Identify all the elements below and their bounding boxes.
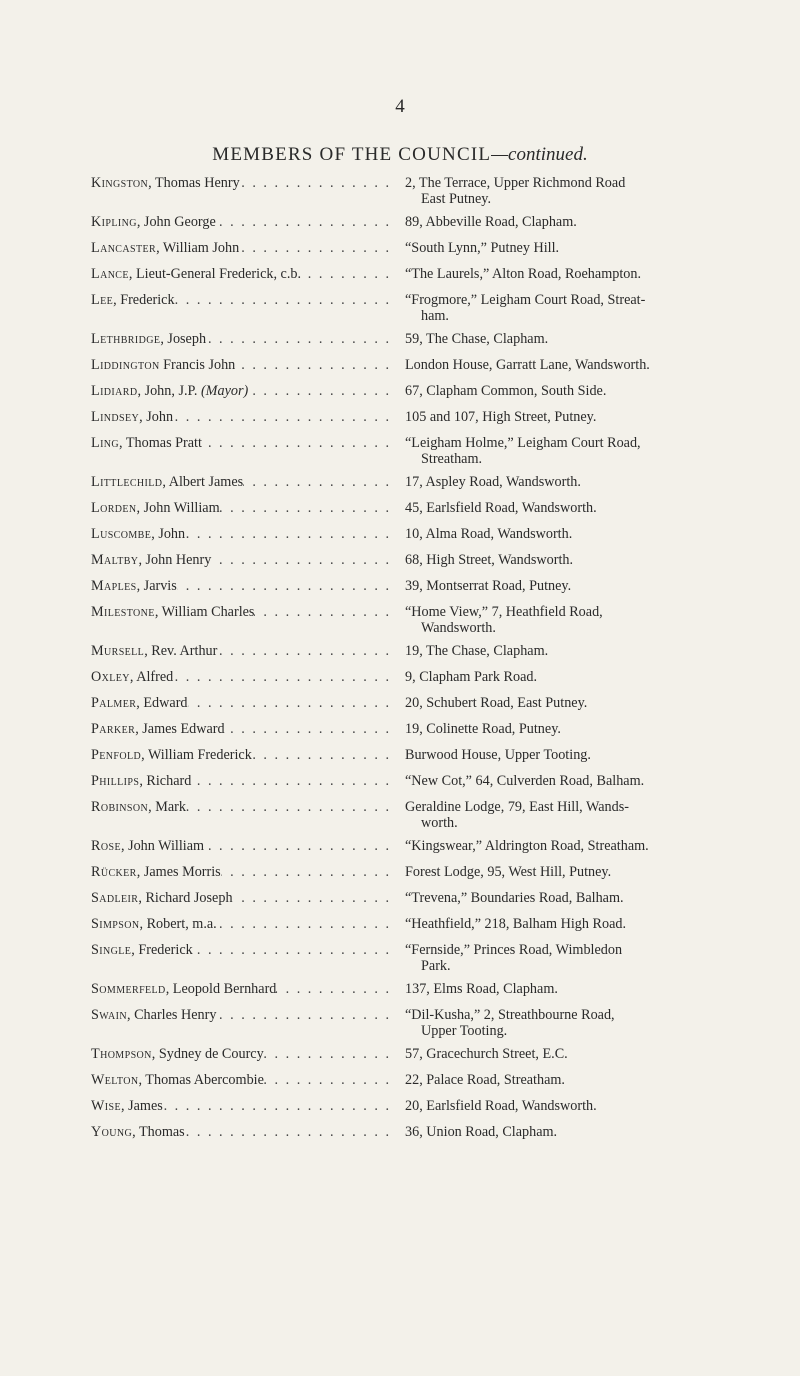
- member-address: [391, 176, 711, 207]
- dot-leader: [185, 527, 391, 543]
- member-address-line: Burwood House, Upper Tooting.: [405, 747, 591, 763]
- member-name: [91, 891, 391, 907]
- member-given-names: , Thomas Pratt: [119, 436, 202, 451]
- member-entry: [91, 579, 711, 595]
- member-address-line: 137, Elms Road, Clapham.: [405, 981, 558, 997]
- member-surname: Rücker: [91, 865, 137, 880]
- member-given-names: , John William: [120, 839, 205, 854]
- member-given-names: , Rev. Arthur: [144, 644, 218, 659]
- dot-leader: [220, 501, 391, 517]
- member-given-names: , Albert James: [162, 475, 244, 490]
- member-name: [91, 410, 391, 426]
- member-entry: [91, 475, 711, 491]
- member-name: [91, 774, 391, 790]
- member-name: [91, 670, 391, 686]
- dot-leader: [217, 917, 391, 933]
- member-surname: Oxley: [91, 670, 130, 685]
- member-name: [91, 748, 391, 764]
- dot-leader: [177, 579, 391, 595]
- member-entry: [91, 527, 711, 543]
- member-address-line: 105 and 107, High Street, Putney.: [405, 409, 597, 425]
- member-address-line: 68, High Street, Wandsworth.: [405, 552, 574, 568]
- member-address-line: 20, Earlsfield Road, Wandsworth.: [405, 1098, 597, 1114]
- dot-leader: [217, 644, 391, 660]
- member-surname: Wise: [91, 1099, 121, 1114]
- member-address: [391, 865, 711, 881]
- dot-leader: [193, 943, 391, 959]
- member-address: [391, 1008, 711, 1039]
- member-entry: [91, 748, 711, 764]
- member-surname: Palmer: [91, 696, 137, 711]
- member-name: [91, 293, 391, 309]
- member-entry: [91, 501, 711, 517]
- member-name: [91, 475, 391, 491]
- page-heading: [0, 144, 800, 166]
- member-address-line: 45, Earlsfield Road, Wandsworth.: [405, 500, 597, 516]
- member-given-names: , William Frederick: [141, 748, 252, 763]
- dot-leader: [254, 605, 391, 621]
- member-name: [91, 553, 391, 569]
- dot-leader: [225, 722, 391, 738]
- member-address: [391, 332, 711, 348]
- member-address: [391, 267, 711, 283]
- member-entry: [91, 839, 711, 855]
- member-name: [91, 605, 391, 621]
- member-name: [91, 1099, 391, 1115]
- member-address: [391, 605, 711, 636]
- member-name: [91, 865, 391, 881]
- member-surname: Lance: [91, 267, 129, 282]
- dot-leader: [204, 839, 391, 855]
- member-entry: [91, 241, 711, 257]
- member-address-line: 17, Aspley Road, Wandsworth.: [405, 474, 581, 490]
- member-name: [91, 579, 391, 595]
- dot-leader: [216, 1008, 391, 1024]
- member-address: [391, 774, 711, 790]
- dot-leader: [186, 800, 391, 816]
- member-address: [391, 943, 711, 974]
- member-address-line: “Frogmore,” Leigham Court Road, Streat-: [405, 292, 646, 308]
- member-entry: [91, 670, 711, 686]
- member-name: [91, 917, 391, 933]
- member-surname: Simpson: [91, 917, 140, 932]
- member-address: [391, 579, 711, 595]
- dot-leader: [185, 1125, 391, 1141]
- member-entry: [91, 293, 711, 324]
- member-entry: [91, 358, 711, 374]
- member-surname: Mursell: [91, 644, 145, 659]
- member-address-continuation: Streatham.: [421, 450, 483, 467]
- member-name: [91, 215, 391, 231]
- member-surname: Liddington: [91, 358, 160, 373]
- dot-leader: [264, 1073, 391, 1089]
- member-address-line: “New Cot,” 64, Culverden Road, Balham.: [405, 773, 645, 789]
- member-address: [391, 800, 711, 831]
- member-address-line: 2, The Terrace, Upper Richmond Road: [405, 175, 626, 191]
- member-surname: Sommerfeld: [91, 982, 166, 997]
- dot-leader: [240, 176, 391, 192]
- member-address-line: 9, Clapham Park Road.: [405, 669, 538, 685]
- member-given-names: , William John: [156, 241, 240, 256]
- member-address: [391, 553, 711, 569]
- member-office-note: (Mayor): [200, 384, 249, 399]
- member-surname: Penfold: [91, 748, 142, 763]
- member-name: [91, 722, 391, 738]
- member-name: [91, 1047, 391, 1063]
- member-surname: Maples: [91, 579, 137, 594]
- member-entry: [91, 1125, 711, 1141]
- member-name: [91, 436, 391, 452]
- dot-leader: [206, 332, 391, 348]
- dot-leader: [211, 553, 391, 569]
- member-surname: Kingston: [91, 176, 149, 191]
- member-surname: Single: [91, 943, 132, 958]
- member-name: [91, 943, 391, 959]
- member-entry: [91, 943, 711, 974]
- member-name: [91, 267, 391, 283]
- member-given-names: , Frederick: [113, 293, 175, 308]
- member-address: [391, 722, 711, 738]
- member-entry: [91, 644, 711, 660]
- dot-leader: [301, 267, 391, 283]
- member-given-names: , John: [139, 410, 174, 425]
- member-name: [91, 241, 391, 257]
- member-given-names: , Sydney de Courcy: [151, 1047, 264, 1062]
- dot-leader: [175, 293, 391, 309]
- member-entry: [91, 553, 711, 569]
- member-address-line: 39, Montserrat Road, Putney.: [405, 578, 572, 594]
- member-entry: [91, 865, 711, 881]
- member-given-names: , Mark: [148, 800, 186, 815]
- member-given-names: , Lieut-General Frederick, c.b.: [128, 267, 302, 282]
- dot-leader: [248, 384, 391, 400]
- member-name: [91, 982, 391, 998]
- member-name: [91, 1073, 391, 1089]
- member-surname: Thompson: [91, 1047, 152, 1062]
- member-address: [391, 644, 711, 660]
- member-name: [91, 644, 391, 660]
- member-name: [91, 696, 391, 712]
- member-surname: Lancaster: [91, 241, 157, 256]
- member-entry: [91, 384, 711, 400]
- member-surname: Lethbridge: [91, 332, 161, 347]
- member-surname: Phillips: [91, 774, 140, 789]
- member-surname: Maltby: [91, 553, 139, 568]
- member-address-line: 10, Alma Road, Wandsworth.: [405, 526, 573, 542]
- member-address: [391, 1047, 711, 1063]
- member-address-line: 36, Union Road, Clapham.: [405, 1124, 558, 1140]
- member-name: [91, 501, 391, 517]
- member-given-names: , William Charles: [154, 605, 255, 620]
- member-name: [91, 1125, 391, 1141]
- member-address-line: “Kingswear,” Aldrington Road, Streatham.: [405, 838, 649, 854]
- member-surname: Rose: [91, 839, 121, 854]
- dot-leader: [191, 774, 391, 790]
- member-entry: [91, 1073, 711, 1089]
- member-entry: [91, 982, 711, 998]
- member-address: [391, 436, 711, 467]
- members-list: [91, 176, 711, 1151]
- member-surname: Ling: [91, 436, 120, 451]
- member-address-line: “Trevena,” Boundaries Road, Balham.: [405, 890, 624, 906]
- member-address: [391, 501, 711, 517]
- member-entry: [91, 410, 711, 426]
- member-entry: [91, 176, 711, 207]
- member-address: [391, 1073, 711, 1089]
- member-address: [391, 384, 711, 400]
- member-name: [91, 176, 391, 192]
- member-surname: Lee: [91, 293, 114, 308]
- member-address-line: “Fernside,” Princes Road, Wimbledon: [405, 942, 623, 958]
- member-given-names: , Leopold Bernhard: [165, 982, 277, 997]
- member-address-line: “Heathfield,” 218, Balham High Road.: [405, 916, 627, 932]
- member-given-names: , Thomas Abercombie: [138, 1073, 264, 1088]
- member-address-line: Geraldine Lodge, 79, East Hill, Wands-: [405, 799, 629, 815]
- member-address-line: 89, Abbeville Road, Clapham.: [405, 214, 577, 230]
- member-given-names: , James Edward: [135, 722, 225, 737]
- dot-leader: [188, 696, 391, 712]
- member-address: [391, 358, 711, 374]
- member-address-line: 57, Gracechurch Street, E.C.: [405, 1046, 568, 1062]
- member-address: [391, 1099, 711, 1115]
- member-entry: [91, 917, 711, 933]
- member-entry: [91, 436, 711, 467]
- member-given-names: , Richard Joseph: [138, 891, 233, 906]
- member-name: [91, 1008, 391, 1024]
- heading-continued: —continued.: [491, 144, 588, 165]
- dot-leader: [239, 241, 391, 257]
- dot-leader: [276, 982, 391, 998]
- member-address: [391, 410, 711, 426]
- dot-leader: [163, 1099, 391, 1115]
- member-address-line: 19, The Chase, Clapham.: [405, 643, 549, 659]
- member-surname: Lorden: [91, 501, 137, 516]
- member-name: [91, 800, 391, 816]
- dot-leader: [173, 410, 391, 426]
- member-address: [391, 241, 711, 257]
- member-surname: Kipling: [91, 215, 137, 230]
- member-address-continuation: ham.: [421, 307, 449, 324]
- member-given-names: , Richard: [139, 774, 192, 789]
- member-entry: [91, 332, 711, 348]
- member-address: [391, 1125, 711, 1141]
- member-given-names: , James Morris: [136, 865, 221, 880]
- member-surname: Welton: [91, 1073, 139, 1088]
- dot-leader: [243, 475, 391, 491]
- member-given-names: , Charles Henry: [127, 1008, 217, 1023]
- member-address-line: “Dil-Kusha,” 2, Streathbourne Road,: [405, 1007, 615, 1023]
- member-address: [391, 696, 711, 712]
- dot-leader: [173, 670, 391, 686]
- member-entry: [91, 722, 711, 738]
- member-surname: Luscombe: [91, 527, 152, 542]
- member-address: [391, 839, 711, 855]
- member-given-names: , Frederick: [131, 943, 193, 958]
- member-surname: Robinson: [91, 800, 149, 815]
- member-surname: Swain: [91, 1008, 127, 1023]
- dot-leader: [202, 436, 391, 452]
- member-given-names: , Edward: [136, 696, 188, 711]
- member-given-names: , John, J.P.: [137, 384, 201, 399]
- member-surname: Littlechild: [91, 475, 163, 490]
- member-entry: [91, 774, 711, 790]
- dot-leader: [252, 748, 391, 764]
- member-entry: [91, 1047, 711, 1063]
- member-address-line: 19, Colinette Road, Putney.: [405, 721, 561, 737]
- member-address-continuation: Wandsworth.: [421, 619, 496, 636]
- member-address: [391, 527, 711, 543]
- member-address: [391, 215, 711, 231]
- member-address-line: 67, Clapham Common, South Side.: [405, 383, 607, 399]
- member-address-line: “Home View,” 7, Heathfield Road,: [405, 604, 603, 620]
- member-given-names: , Joseph: [160, 332, 207, 347]
- member-name: [91, 332, 391, 348]
- member-given-names: , James: [121, 1099, 163, 1114]
- member-entry: [91, 696, 711, 712]
- member-given-names: Francis John: [159, 358, 236, 373]
- member-address-line: “Leigham Holme,” Leigham Court Road,: [405, 435, 641, 451]
- dot-leader: [233, 891, 391, 907]
- member-address-line: “The Laurels,” Alton Road, Roehampton.: [405, 266, 642, 282]
- member-address-continuation: worth.: [421, 814, 458, 831]
- member-surname: Young: [91, 1125, 133, 1140]
- member-given-names: , John: [151, 527, 186, 542]
- member-address-continuation: Park.: [421, 957, 451, 974]
- member-given-names: , Alfred: [129, 670, 174, 685]
- dot-leader: [221, 865, 391, 881]
- page-number: 4: [395, 96, 405, 117]
- member-entry: [91, 1099, 711, 1115]
- member-address: [391, 748, 711, 764]
- member-entry: [91, 1008, 711, 1039]
- member-address: [391, 917, 711, 933]
- member-address-line: 59, The Chase, Clapham.: [405, 331, 549, 347]
- member-surname: Sadleir: [91, 891, 139, 906]
- heading-title: MEMBERS OF THE COUNCIL: [212, 144, 492, 165]
- member-given-names: , John Henry: [138, 553, 212, 568]
- member-address-line: “South Lynn,” Putney Hill.: [405, 240, 560, 256]
- member-address-continuation: Upper Tooting.: [421, 1022, 508, 1039]
- member-entry: [91, 605, 711, 636]
- member-name: [91, 358, 391, 374]
- member-address: [391, 475, 711, 491]
- member-address: [391, 891, 711, 907]
- member-name: [91, 839, 391, 855]
- dot-leader: [216, 215, 391, 231]
- member-address-line: London House, Garratt Lane, Wandsworth.: [405, 357, 650, 373]
- member-given-names: , John George: [136, 215, 216, 230]
- member-surname: Parker: [91, 722, 136, 737]
- member-surname: Lindsey: [91, 410, 140, 425]
- member-entry: [91, 891, 711, 907]
- member-surname: Milestone: [91, 605, 155, 620]
- member-given-names: , John William: [136, 501, 220, 516]
- member-address-line: Forest Lodge, 95, West Hill, Putney.: [405, 864, 612, 880]
- member-name: [91, 384, 391, 400]
- dot-leader: [264, 1047, 391, 1063]
- member-surname: Lidiard: [91, 384, 138, 399]
- member-address: [391, 670, 711, 686]
- dot-leader: [235, 358, 391, 374]
- member-address: [391, 982, 711, 998]
- member-address-continuation: East Putney.: [421, 190, 492, 207]
- member-address: [391, 293, 711, 324]
- member-entry: [91, 267, 711, 283]
- member-entry: [91, 215, 711, 231]
- member-name: [91, 527, 391, 543]
- member-given-names: , Jarvis: [136, 579, 177, 594]
- member-address-line: 22, Palace Road, Streatham.: [405, 1072, 565, 1088]
- member-address-line: 20, Schubert Road, East Putney.: [405, 695, 588, 711]
- member-given-names: , Thomas Henry: [148, 176, 240, 191]
- member-entry: [91, 800, 711, 831]
- member-given-names: , Thomas: [132, 1125, 185, 1140]
- member-given-names: , Robert, m.a.: [139, 917, 217, 932]
